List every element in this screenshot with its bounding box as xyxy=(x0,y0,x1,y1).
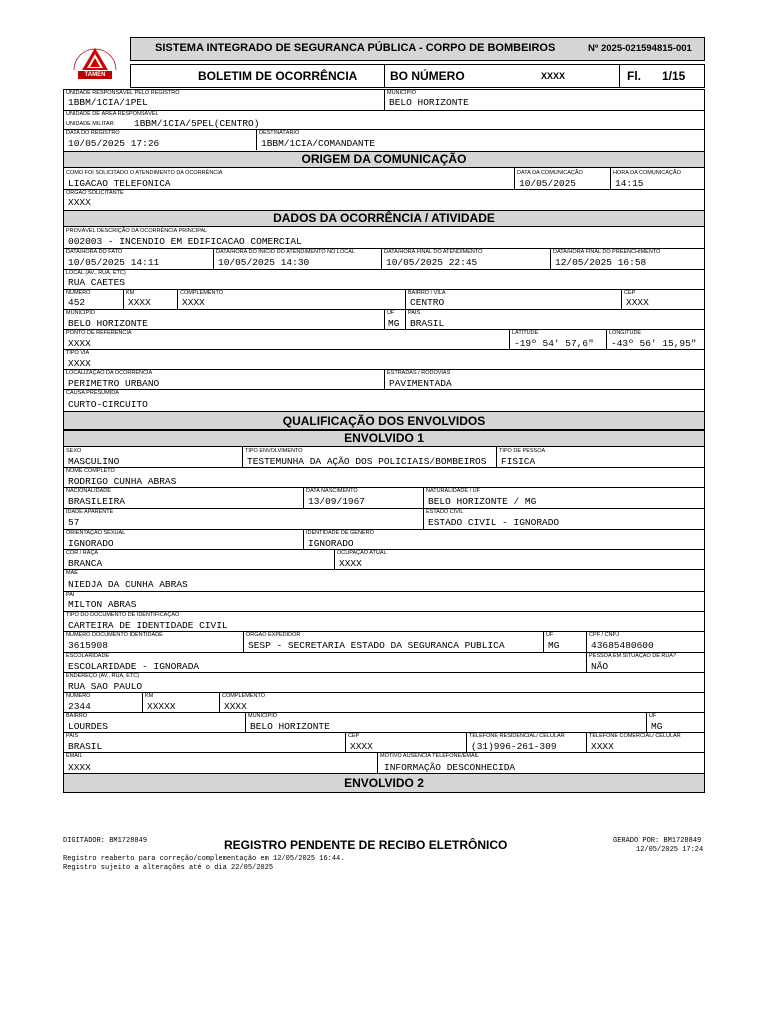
ocupacao-value: XXXX xyxy=(339,558,362,569)
tel-residencial-label: TELEFONE RESIDENCIAL/ CELULAR xyxy=(469,733,565,739)
section-origem xyxy=(63,151,705,168)
numero-value: 452 xyxy=(68,297,86,308)
orgao-solicitante-label: ÓRGÃO SOLICITANTE xyxy=(66,190,124,196)
page-label: Fl. xyxy=(627,69,641,83)
naturalidade-value: BELO HORIZONTE / MG xyxy=(428,496,537,507)
bo-number-value: XXXX xyxy=(541,71,566,81)
end-pais-label: PAÍS xyxy=(66,733,79,739)
bairro-label: BAIRRO / VILA xyxy=(408,290,446,296)
doc-uf-label: UF xyxy=(546,632,554,638)
cor-value: BRANCA xyxy=(68,558,103,569)
doc-uf-value: MG xyxy=(548,640,560,651)
mae-value: NIEDJA DA CUNHA ABRAS xyxy=(68,579,188,590)
area-label: UNIDADE DE ÁREA RESPONSÁVEL xyxy=(66,111,159,117)
genero-label: IDENTIDADE DE GÊNERO xyxy=(306,530,374,536)
nascimento-value: 13/09/1967 xyxy=(308,496,366,507)
inicio-value: 10/05/2025 14:30 xyxy=(218,257,310,268)
nome-value: RODRIGO CUNHA ABRAS xyxy=(68,476,177,487)
orientacao-value: IGNORADO xyxy=(68,538,114,549)
section-dados-title: DADOS DA OCORRÊNCIA / ATIVIDADE xyxy=(273,211,495,225)
preenchimento-value: 12/05/2025 16:58 xyxy=(555,257,647,268)
municipio-value: BELO HORIZONTE xyxy=(389,97,469,108)
local-label: LOCAL (AV., RUA, ETC) xyxy=(66,270,126,276)
cep-label: CEP xyxy=(624,290,636,296)
causa-label: CAUSA PRESUMIDA xyxy=(66,390,119,396)
end-complemento-label: COMPLEMENTO xyxy=(222,693,265,699)
page-value: 1/15 xyxy=(662,69,686,83)
end-bairro-label: BAIRRO xyxy=(66,713,88,719)
destinatario-label: DESTINATÁRIO xyxy=(259,130,300,136)
end-km-label: KM xyxy=(145,693,154,699)
ponto-value: XXXX xyxy=(68,338,91,349)
data-comunicacao-value: 10/05/2025 xyxy=(519,178,577,189)
situacao-rua-label: PESSOA EM SITUAÇÃO DE RUA? xyxy=(589,653,677,659)
email-value: XXXX xyxy=(68,762,91,773)
como-label: COMO FOI SOLICITADO O ATENDIMENTO DA OCORRÊNCIA xyxy=(66,170,223,176)
bo-number-label: BO NÚMERO xyxy=(390,69,465,83)
hora-comunicacao-value: 14:15 xyxy=(615,178,644,189)
causa-value: CURTO-CIRCUITO xyxy=(68,399,148,410)
latitude-value: -19º 54' 57,6" xyxy=(514,338,594,349)
motivo-label: MOTIVO AUSÊNCIA TELEFONE/EMAIL xyxy=(380,753,480,759)
section-envolvido-2 xyxy=(63,773,705,793)
tipo-documento-value: CARTEIRA DE IDENTIDADE CIVIL xyxy=(68,620,228,631)
complemento-value: XXXX xyxy=(182,297,205,308)
end-uf-value: MG xyxy=(651,721,663,732)
section-envolvido-1 xyxy=(63,430,705,447)
localizacao-value: PERIMETRO URBANO xyxy=(68,378,160,389)
envolvido-1-title: ENVOLVIDO 1 xyxy=(344,431,424,445)
fato-label: DATA/HORA DO FATO xyxy=(66,249,123,255)
escolaridade-label: ESCOLARIDADE xyxy=(66,653,110,659)
orgao-solicitante-value: XXXX xyxy=(68,197,91,208)
preenchimento-label: DATA/HORA FINAL DO PREENCHIMENTO xyxy=(553,249,661,255)
bulletin-title: BOLETIM DE OCORRÊNCIA xyxy=(198,69,358,83)
tipo-envolvimento-value: TESTEMUNHA DA AÇÃO DOS POLICIAIS/BOMBEIROS xyxy=(247,456,487,467)
triangle-logo-icon xyxy=(64,40,126,90)
endereco-label: ENDEREÇO (AV., RUA, ETC) xyxy=(66,673,140,679)
end-numero-value: 2344 xyxy=(68,701,91,712)
dados-municipio-value: BELO HORIZONTE xyxy=(68,318,148,329)
estado-civil-value: ESTADO CIVIL - IGNORADO xyxy=(428,517,560,528)
descricao-value: 002003 - INCENDIO EM EDIFICACAO COMERCIAL xyxy=(68,236,302,247)
orgao-expedidor-label: ÓRGÃO EXPEDIDOR xyxy=(246,632,301,638)
section-dados xyxy=(63,210,705,227)
endereco-value: RUA SAO PAULO xyxy=(68,681,143,692)
local-value: RUA CAETES xyxy=(68,277,126,288)
mae-label: MÃE xyxy=(66,570,78,576)
numero-documento-value: 3615908 xyxy=(68,640,108,651)
inicio-label: DATA/HORA DO INÍCIO DO ATENDIMENTO NO LOCAL xyxy=(216,249,355,255)
naturalidade-label: NATURALIDADE / UF xyxy=(426,488,480,494)
data-comunicacao-label: DATA DA COMUNICAÇÃO xyxy=(517,170,583,176)
end-complemento-value: XXXX xyxy=(224,701,247,712)
destinatario-value: 1BBM/1CIA/COMANDANTE xyxy=(261,138,376,149)
tel-residencial-value: (31)996-261-309 xyxy=(471,741,557,752)
nota-reaberto: Registro reaberto para correção/complementação em 12/05/2025 16:44. xyxy=(63,855,345,863)
email-label: EMAIL xyxy=(66,753,83,759)
document-number: Nº 2025-021594815-001 xyxy=(588,43,692,54)
cor-label: COR / RAÇA xyxy=(66,550,99,556)
tipo-pessoa-label: TIPO DE PESSOA xyxy=(499,448,546,454)
unidade-resp-label: UNIDADE RESPONSÁVEL PELO REGISTRO xyxy=(66,90,180,96)
tipo-via-value: XXXX xyxy=(68,358,91,369)
localizacao-label: LOCALIZAÇÃO DA OCORRÊNCIA xyxy=(66,370,153,376)
pais-label: PAÍS xyxy=(408,310,421,316)
section-qualificacao xyxy=(63,411,705,430)
end-municipio-value: BELO HORIZONTE xyxy=(250,721,330,732)
end-bairro-value: LOURDES xyxy=(68,721,108,732)
municipio-label: MUNICÍPIO xyxy=(387,90,417,96)
militar-label: UNIDADE MILITAR: xyxy=(66,121,116,127)
hora-comunicacao-label: HORA DA COMUNICAÇÃO xyxy=(613,170,681,176)
nota-alteracoes: Registro sujeito a alterações até o dia 22/05/2025 xyxy=(63,864,274,872)
uf-label: UF xyxy=(387,310,395,316)
dados-municipio-label: MUNICÍPIO xyxy=(66,310,96,316)
nacionalidade-label: NACIONALIDADE xyxy=(66,488,111,494)
tel-comercial-label: TELEFONE COMERCIAL/ CELULAR xyxy=(589,733,681,739)
pais-value: BRASIL xyxy=(410,318,445,329)
militar-value: 1BBM/1CIA/5PEL(CENTRO) xyxy=(134,118,260,129)
end-cep-label: CEP xyxy=(348,733,360,739)
como-value: LIGACAO TELEFONICA xyxy=(68,178,171,189)
cep-value: XXXX xyxy=(626,297,649,308)
latitude-label: LATITUDE xyxy=(512,330,539,336)
idade-value: 57 xyxy=(68,517,80,528)
estradas-value: PAVIMENTADA xyxy=(389,378,452,389)
escolaridade-value: ESCOLARIDADE - IGNORADA xyxy=(68,661,200,672)
km-value: XXXX xyxy=(128,297,151,308)
end-km-value: XXXXX xyxy=(147,701,176,712)
complemento-label: COMPLEMENTO xyxy=(180,290,223,296)
ponto-label: PONTO DE REFERÊNCIA xyxy=(66,330,132,336)
ocupacao-label: OCUPAÇÃO ATUAL xyxy=(337,550,387,556)
state-logo xyxy=(64,40,126,90)
tel-comercial-value: XXXX xyxy=(591,741,614,752)
section-qualificacao-title: QUALIFICAÇÃO DOS ENVOLVIDOS xyxy=(282,414,486,428)
end-uf-label: UF xyxy=(649,713,657,719)
numero-documento-label: NÚMERO DOCUMENTO IDENTIDADE xyxy=(66,632,163,638)
nascimento-label: DATA NASCIMENTO xyxy=(306,488,358,494)
bairro-value: CENTRO xyxy=(410,297,445,308)
digitador: DIGITADOR: BM1728849 xyxy=(63,837,148,845)
tipo-via-label: TIPO VIA xyxy=(66,350,90,356)
orgao-expedidor-value: SESP - SECRETARIA ESTADO DA SEGURANCA PUBLICA xyxy=(248,640,505,651)
gerado-data: 12/05/2025 17:24 xyxy=(636,846,704,854)
unidade-resp-value: 1BBM/1CIA/1PEL xyxy=(68,97,148,108)
pai-value: MILTON ABRAS xyxy=(68,599,137,610)
estradas-label: ESTRADAS / RODOVIAS xyxy=(387,370,451,376)
nacionalidade-value: BRASILEIRA xyxy=(68,496,126,507)
longitude-label: LONGITUDE xyxy=(609,330,642,336)
end-cep-value: XXXX xyxy=(350,741,373,752)
pai-label: PAI xyxy=(66,592,75,598)
orientacao-label: ORIENTAÇÃO SEXUAL xyxy=(66,530,126,536)
tipo-envolvimento-label: TIPO ENVOLVIMENTO xyxy=(245,448,303,454)
uf-value: MG xyxy=(388,318,400,329)
end-pais-value: BRASIL xyxy=(68,741,103,752)
final-label: DATA/HORA FINAL DO ATENDIMENTO xyxy=(384,249,483,255)
registro-pendente: REGISTRO PENDENTE DE RECIBO ELETRÔNICO xyxy=(224,838,508,852)
cpf-label: CPF / CNPJ xyxy=(589,632,619,638)
estado-civil-label: ESTADO CIVIL xyxy=(426,509,464,515)
situacao-rua-value: NÃO xyxy=(591,661,609,672)
final-value: 10/05/2025 22:45 xyxy=(386,257,478,268)
tipo-documento-label: TIPO DO DOCUMENTO DE IDENTIFICAÇÃO xyxy=(66,612,180,618)
idade-label: IDADE APARENTE xyxy=(66,509,114,515)
fato-value: 10/05/2025 14:11 xyxy=(68,257,160,268)
sexo-value: MASCULINO xyxy=(68,456,120,467)
km-label: KM xyxy=(126,290,135,296)
section-origem-title: ORIGEM DA COMUNICAÇÃO xyxy=(301,152,467,166)
end-municipio-label: MUNICÍPIO xyxy=(248,713,278,719)
motivo-value: INFORMAÇÃO DESCONHECIDA xyxy=(384,762,516,773)
longitude-value: -43º 56' 15,95" xyxy=(611,338,697,349)
numero-label: NÚMERO xyxy=(66,290,91,296)
end-numero-label: NÚMERO xyxy=(66,693,91,699)
logo-motto: TAMEN xyxy=(78,71,112,79)
nome-label: NOME COMPLETO xyxy=(66,468,115,474)
gerado-por: GERADO POR: BM1728849 xyxy=(613,837,702,845)
cpf-value: 43685480600 xyxy=(591,640,654,651)
data-registro-value: 10/05/2025 17:26 xyxy=(68,138,160,149)
descricao-label: PROVÁVEL DESCRIÇÃO DA OCORRÊNCIA PRINCIPAL xyxy=(66,228,208,234)
envolvido-2-title: ENVOLVIDO 2 xyxy=(344,776,424,790)
sexo-label: SEXO xyxy=(66,448,82,454)
system-title: SISTEMA INTEGRADO DE SEGURANCA PÚBLICA - CORPO DE BOMBEIROS xyxy=(155,42,556,54)
genero-value: IGNORADO xyxy=(308,538,354,549)
data-registro-label: DATA DO REGISTRO xyxy=(66,130,120,136)
tipo-pessoa-value: FISICA xyxy=(501,456,536,467)
